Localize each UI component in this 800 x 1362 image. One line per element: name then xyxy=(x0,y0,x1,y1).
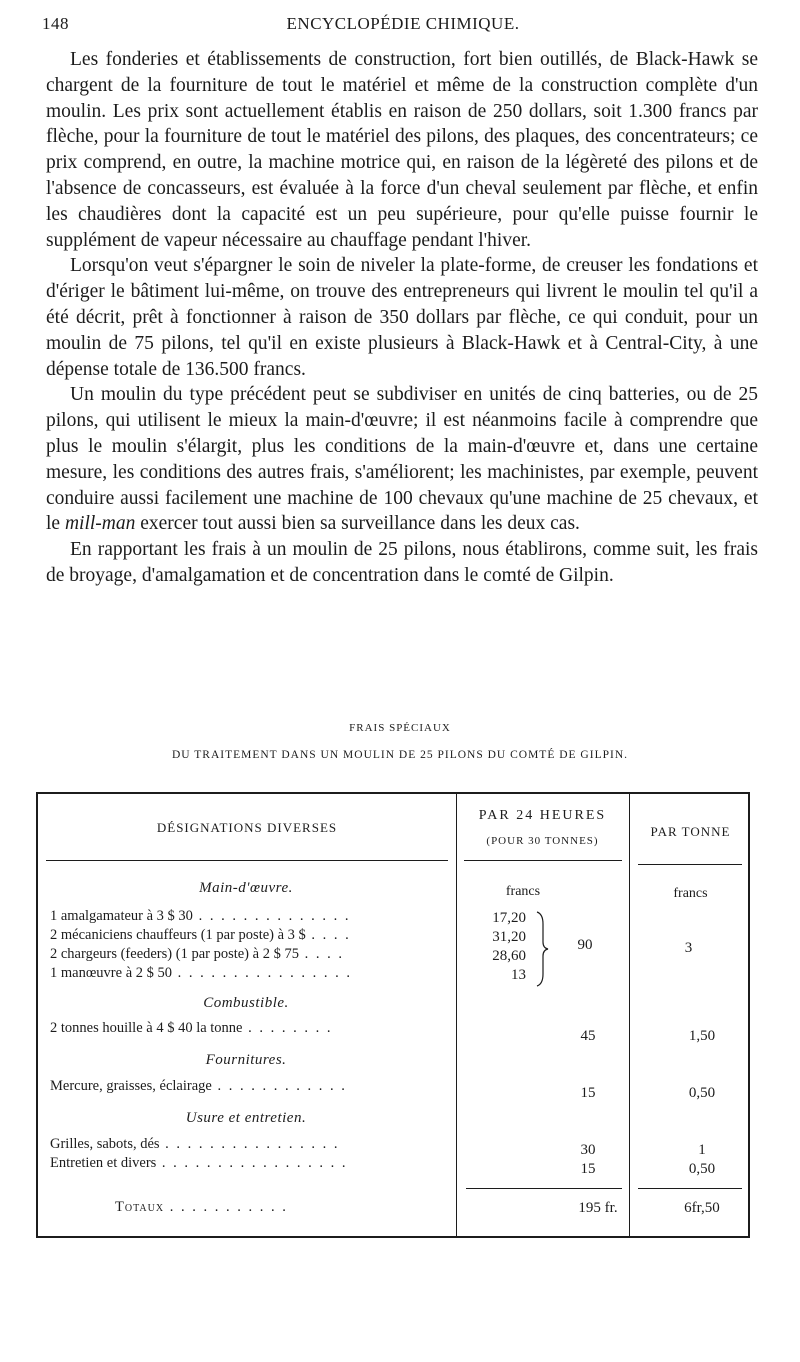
row-houille: 2 tonnes houille à 4 $ 40 la tonne xyxy=(50,1020,243,1036)
value-mecaniciens: 31,20 xyxy=(492,929,526,945)
total-per-24h: 195 fr. xyxy=(578,1200,618,1216)
row-chargeurs: 2 chargeurs (feeders) (1 par poste) à 2 $ 75 xyxy=(50,946,299,962)
leader-dots: . . . . . . . . . . . . . . . . xyxy=(159,1136,340,1152)
leader-dots: . . . . . . . . . . . . xyxy=(211,1078,347,1094)
section-fournitures: Fournitures. xyxy=(205,1052,287,1068)
value-chargeurs: 28,60 xyxy=(492,948,526,964)
section-main-oeuvre: Main-d'œuvre. xyxy=(199,880,293,896)
paragraph-text: exercer tout aussi bien sa surveillance dans les deux cas. xyxy=(135,513,580,535)
value-main-oeuvre-total: 90 xyxy=(577,937,593,953)
leader-dots: . . . . . . . . . . . xyxy=(164,1199,288,1215)
value-manoeuvre: 13 xyxy=(511,967,526,983)
leader-dots: . . . . . . . . . . . . . . . . . xyxy=(156,1155,348,1171)
row-mecaniciens: 2 mécaniciens chauffeurs (1 par poste) à 3 $ xyxy=(50,927,306,943)
row-label xyxy=(50,1020,333,1037)
header-per-ton: PAR TONNE xyxy=(650,824,731,839)
value-houille: 45 xyxy=(580,1028,596,1044)
totals-label: Totaux xyxy=(115,1199,165,1215)
row-manoeuvre: 1 manœuvre à 2 $ 50 xyxy=(50,965,173,981)
value-mercure: 15 xyxy=(580,1085,596,1101)
header-per-24h-sub xyxy=(456,832,629,848)
value-entretien-ton: 0,50 xyxy=(688,1161,716,1177)
leader-dots: . . . . xyxy=(298,946,344,962)
row-label xyxy=(50,1078,347,1095)
brace-icon xyxy=(535,910,549,988)
header-designations: DÉSIGNATIONS DIVERSES xyxy=(156,820,338,835)
value-mercure-ton: 0,50 xyxy=(688,1085,716,1101)
row-amalgamateur: 1 amalgamateur à 3 $ 30 xyxy=(50,908,193,924)
unit-col2: francs xyxy=(505,884,541,899)
totals-rule xyxy=(638,1188,742,1189)
row-mercure: Mercure, graisses, éclairage xyxy=(50,1078,212,1094)
paragraph xyxy=(46,253,758,382)
leader-dots: . . . . . . . . xyxy=(242,1020,333,1036)
header-per-24h-sub-text: (POUR 30 TONNES) xyxy=(486,835,599,847)
paragraph xyxy=(46,537,758,589)
paragraph xyxy=(46,47,758,253)
totals-row xyxy=(115,1199,288,1216)
unit-col3: francs xyxy=(673,886,708,901)
row-label xyxy=(50,965,352,982)
body-text xyxy=(46,47,758,589)
row-grilles: Grilles, sabots, dés xyxy=(50,1136,160,1152)
table-subtitle: DU TRAITEMENT DANS UN MOULIN DE 25 PILONS DU COMTÉ DE GILPIN. xyxy=(171,749,629,761)
paragraph-text: En rapportant les frais à un moulin de 25 pilons, nous établirons, comme suit, les frais de broyage, d'amalgamation et de concentration dans le comté de Gilpin. xyxy=(46,539,758,586)
value-amalgamateur: 17,20 xyxy=(492,910,526,926)
header-rule xyxy=(638,864,742,865)
paragraph-text: Les fonderies et établissements de construction, fort bien outillés, de Black-Hawk se chargent de la fourniture de tout le matériel et même de la construction complète d'un moulin. Les prix sont actuellement établis en raison de 250 dollars, soit 1.300 francs par flèche, pour la fourniture de tout le matériel des pilons, des plaques, des concentrateurs; ce prix comprend, en outre, la machine motrice qui, en raison de la légèreté des pilons et de l'absence de concasseurs, est évaluée à la force d'un cheval seulement par flèche, et enfin les chaudières dont la capacité est un peu supérieure, pour qu'elle puisse fournir le supplément de vapeur nécessaire au chauffage pendant l'hiver. xyxy=(46,49,758,251)
paragraph-text: Un moulin du type précédent peut se subdiviser en unités de cinq batteries, ou de 25 pilons, qui utilisent le mieux la main-d'œuvre; il est néanmoins facile à comprendre que plus le moulin s'élargit, plus les conditions de la main-d'œuvre et, dans une certaine mesure, les conditions des autres frais, s'améliorent; les machinistes, par exemple, peuvent conduire aussi facilement une machine de 100 chevaux qu'une machine de 25 chevaux, et le xyxy=(46,384,758,535)
value-main-oeuvre-ton: 3 xyxy=(684,940,693,956)
totals-rule xyxy=(466,1188,622,1189)
total-per-ton: 6fr,50 xyxy=(684,1200,720,1216)
section-combustible: Combustible. xyxy=(203,995,289,1011)
row-label xyxy=(50,946,344,963)
page-header xyxy=(42,14,764,40)
leader-dots: . . . . xyxy=(305,927,351,943)
table-title: FRAIS SPÉCIAUX xyxy=(349,722,451,734)
value-houille-ton: 1,50 xyxy=(688,1028,716,1044)
row-label xyxy=(50,1136,340,1153)
header-rule xyxy=(46,860,448,861)
paragraph xyxy=(46,382,758,537)
row-entretien: Entretien et divers xyxy=(50,1155,157,1171)
value-grilles: 30 xyxy=(580,1142,596,1158)
row-label xyxy=(50,1155,348,1172)
paragraph-text: Lorsqu'on veut s'épargner le soin de niveler la plate-forme, de creuser les fondations et d'ériger le bâtiment lui-même, on trouve des entrepreneurs qui livrent le moulin tel qu'il a été décrit, prêt à fonctionner à raison de 350 dollars par flèche, ce qui conduit, pour un moulin de 75 pilons, tel qu'il en existe plusieurs à Black-Hawk et à Central-City, à une dépense totale de 136.500 francs. xyxy=(46,255,758,380)
header-per-24h: PAR 24 HEURES xyxy=(478,808,607,823)
column-divider xyxy=(456,794,457,1236)
section-usure: Usure et entretien. xyxy=(185,1110,307,1126)
page-number: 148 xyxy=(42,14,69,33)
header-rule xyxy=(464,860,622,861)
leader-dots: . . . . . . . . . . . . . . xyxy=(192,908,351,924)
italic-term: mill-man xyxy=(64,513,136,535)
running-title: ENCYCLOPÉDIE CHIMIQUE. xyxy=(286,14,520,33)
row-label xyxy=(50,927,351,944)
row-label xyxy=(50,908,350,925)
value-entretien: 15 xyxy=(580,1161,596,1177)
value-grilles-ton: 1 xyxy=(698,1142,706,1158)
leader-dots: . . . . . . . . . . . . . . . . xyxy=(172,965,353,981)
